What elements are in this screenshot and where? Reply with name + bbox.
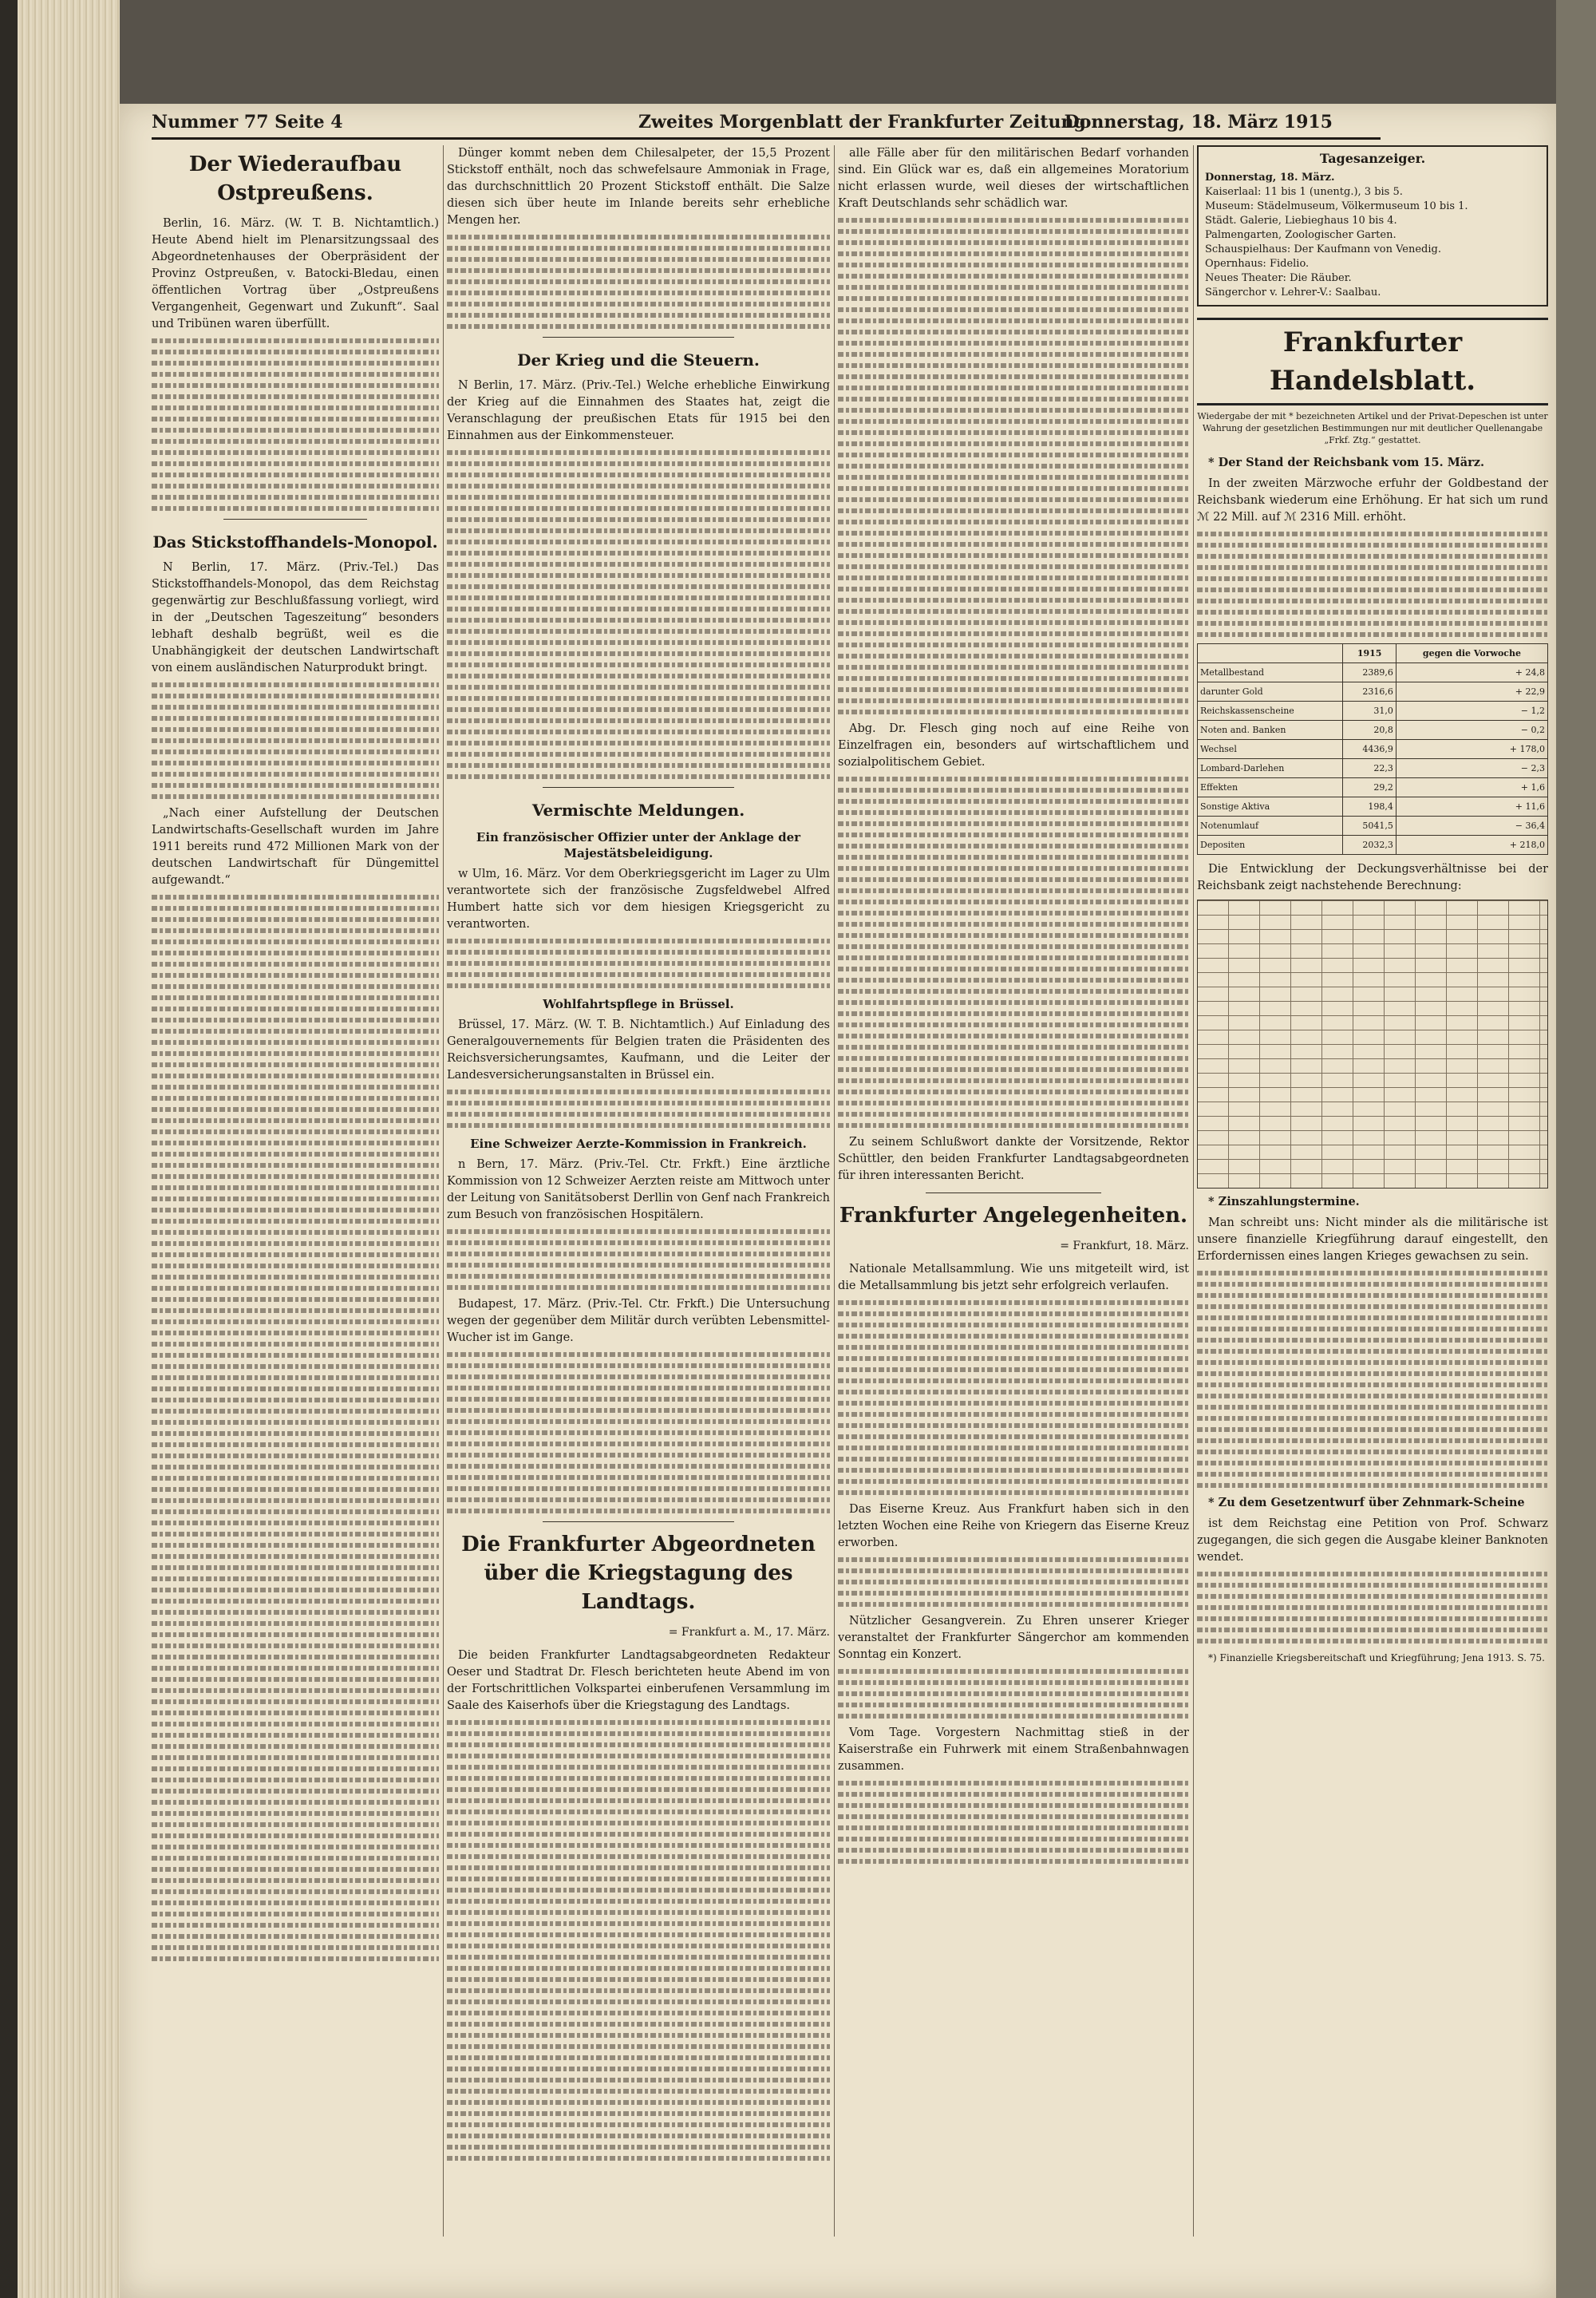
dateline: = Frankfurt a. M., 17. März. — [668, 1626, 830, 1639]
article-paragraph: Die Entwicklung der Deckungsverhältnisse bei der Reichsbank zeigt nachstehende Berechnung: — [1197, 863, 1548, 892]
article-text-continuation — [838, 1557, 1189, 1607]
headline-angelegenheiten: Frankfurter Angelegenheiten. — [839, 1204, 1188, 1228]
article-paragraph: „Nach einer Aufstellung der Deutschen Landwirtschafts-Gesellschaft wurden im Jahre 1911 bereits rund 472 Millionen Mark von der deutschen Landwirtschaft für Düngemittel aufgewandt.“ — [152, 807, 439, 887]
headline-abgeordneten: Die Frankfurter Abgeordneten über die Kriegstagung des Landtags. — [461, 1533, 816, 1614]
article-text-continuation — [838, 218, 1189, 714]
article-paragraph: Budapest, 17. März. (Priv.-Tel. Ctr. Frkft.) Die Untersuchung wegen der gegenüber dem Militär durch verübten Lebensmittel-Wucher ist im Gange. — [447, 1298, 830, 1344]
table-cell: + 11,6 — [1396, 797, 1547, 817]
headline-vermischte-meldungen: Vermischte Meldungen. — [531, 801, 745, 820]
table-cell: 22,3 — [1343, 759, 1396, 778]
column-divider — [443, 145, 444, 2237]
column-2 — [447, 145, 830, 2237]
article-paragraph: Abg. Dr. Flesch ging noch auf eine Reihe von Einzelfragen ein, besonders auf wirtschaftlichem und sozialpolitischem Gebiet. — [838, 722, 1189, 769]
article-paragraph: w Ulm, 16. März. Vor dem Oberkriegsgericht im Lager zu Ulm verantwortete sich der französische Zugsfeldwebel Alfred Humbert hatte sich vor dem hiesigen Kriegsgericht zu verantworten. — [447, 868, 830, 931]
subheadline-reichsbank: * Der Stand der Reichsbank vom 15. März. — [1208, 456, 1485, 469]
book-spine-page-stack — [0, 0, 120, 2298]
article-paragraph: N Berlin, 17. März. (Priv.-Tel.) Welche erhebliche Einwirkung der Krieg auf die Einnahmen des Staates hat, zeigt die Veranschlagung der preußischen Etats für 1915 bei den Einnahmen aus der Einkommensteuer. — [447, 379, 830, 442]
article-paragraph: Das Eiserne Kreuz. Aus Frankfurt haben sich in den letzten Wochen eine Reihe von Kriegern das Eiserne Kreuz erworben. — [838, 1503, 1189, 1549]
reichsbank-table — [1197, 643, 1548, 855]
issue-date: Donnerstag, 18. März 1915 — [1064, 112, 1333, 133]
table-cell: Noten and. Banken — [1198, 721, 1343, 740]
tagesanzeiger-line: Opernhaus: Fidelio. — [1205, 258, 1310, 270]
column-divider — [1193, 145, 1194, 2237]
table-cell: 5041,5 — [1343, 817, 1396, 836]
article-text-continuation — [447, 1352, 830, 1513]
newspaper-title: Zweites Morgenblatt der Frankfurter Zeitung — [638, 112, 1086, 133]
footnote: *) Finanzielle Kriegsbereitschaft und Kriegführung; Jena 1913. S. 75. — [1208, 1652, 1545, 1663]
article-paragraph: Nützlicher Gesangverein. Zu Ehren unserer Krieger veranstaltet der Frankfurter Sängerchor am kommenden Sonntag ein Konzert. — [838, 1615, 1189, 1661]
article-paragraph: Man schreibt uns: Nicht minder als die militärische ist unsere finanzielle Kriegführung darauf eingestellt, den Erfordernissen eines langen Krieges gewachsen zu sein. — [1197, 1216, 1548, 1263]
table-cell: 31,0 — [1343, 702, 1396, 721]
article-text-continuation — [447, 1090, 830, 1128]
table-row — [1198, 778, 1548, 797]
article-text-continuation — [1197, 1271, 1548, 1488]
table-cell: Wechsel — [1198, 740, 1343, 759]
table-cell: darunter Gold — [1198, 682, 1343, 702]
column-4 — [1197, 145, 1548, 2237]
tagesanzeiger-date: Donnerstag, 18. März. — [1205, 172, 1335, 184]
table-cell: Effekten — [1198, 778, 1343, 797]
article-paragraph: Vom Tage. Vorgestern Nachmittag stieß in der Kaiserstraße ein Fuhrwerk mit einem Straßenbahnwagen zusammen. — [838, 1726, 1189, 1773]
article-text-continuation — [447, 939, 830, 988]
table-row — [1198, 721, 1548, 740]
table-cell: − 2,3 — [1396, 759, 1547, 778]
header-rule — [152, 137, 1381, 140]
table-cell: Lombard-Darlehen — [1198, 759, 1343, 778]
subheadline-zins: * Zinszahlungstermine. — [1208, 1195, 1360, 1208]
table-cell: 2316,6 — [1343, 682, 1396, 702]
table-cell: Depositen — [1198, 836, 1343, 855]
table-row — [1198, 817, 1548, 836]
table-cell: 198,4 — [1343, 797, 1396, 817]
tagesanzeiger-line: Neues Theater: Die Räuber. — [1205, 272, 1352, 284]
tagesanzeiger-line: Schauspielhaus: Der Kaufmann von Venedig. — [1205, 243, 1441, 255]
article-text-continuation — [838, 1669, 1189, 1719]
table-header — [1198, 644, 1343, 663]
table-cell: + 218,0 — [1396, 836, 1547, 855]
article-text-continuation — [447, 1229, 830, 1290]
article-paragraph: ist dem Reichstag eine Petition von Prof. Schwarz zugegangen, die sich gegen die Ausgabe kleiner Banknoten wendet. — [1197, 1517, 1548, 1564]
page-number: Nummer 77 Seite 4 — [152, 112, 343, 133]
article-paragraph: Berlin, 16. März. (W. T. B. Nichtamtlich.) Heute Abend hielt im Plenarsitzungssaal des Abgeordnetenhauses der Oberpräsident der Provinz Ostpreußen, v. Batocki-Bledau, einen öffentlichen Vortrag über „Ostpreußens Vergangenheit, Gegenwart und Zukunft“. Saal und Tribünen waren überfüllt. — [152, 217, 439, 330]
subheadline-schweizer: Eine Schweizer Aerzte-Kommission in Frankreich. — [470, 1137, 807, 1151]
dateline: = Frankfurt, 18. März. — [1060, 1240, 1189, 1252]
table-cell: 20,8 — [1343, 721, 1396, 740]
article-text-continuation — [152, 682, 439, 799]
table-cell: 2389,6 — [1343, 663, 1396, 682]
table-row — [1198, 759, 1548, 778]
article-text-continuation — [1197, 532, 1548, 637]
article-text-continuation — [838, 777, 1189, 1128]
column-divider — [834, 145, 835, 2237]
table-cell: Reichskassenscheine — [1198, 702, 1343, 721]
tagesanzeiger-line: Museum: Städelmuseum, Völkermuseum 10 bis 1. — [1205, 200, 1468, 212]
table-row — [1198, 682, 1548, 702]
article-text-continuation — [838, 1300, 1189, 1495]
table-cell: − 0,2 — [1396, 721, 1547, 740]
article-text-continuation — [838, 1781, 1189, 1864]
headline-stickstoff: Das Stickstoffhandels-Monopol. — [152, 532, 438, 552]
article-paragraph: N Berlin, 17. März. (Priv.-Tel.) Das Stickstoffhandels-Monopol, das dem Reichstag gegenwärtig zur Beschlußfassung vorliegt, wird in der „Deutschen Tageszeitung“ besonders lebhaft deshalb begrüßt, weil es die Unabhängigkeit der deutschen Landwirtschaft von einem ausländischen Naturprodukt bringt. — [152, 561, 439, 674]
book-spine-shadow — [0, 0, 18, 2298]
table-cell: + 22,9 — [1396, 682, 1547, 702]
handelsblatt-note: Wiedergabe der mit * bezeichneten Artikel und der Privat-Depeschen ist unter Wahrung der gesetzlichen Bestimmungen nur mit deutlicher Quellenangabe „Frkf. Ztg.“ gestattet. — [1197, 411, 1548, 445]
article-paragraph: Zu seinem Schlußwort dankte der Vorsitzende, Rektor Schüttler, den beiden Frankfurter Landtagsabgeordneten für ihren interessanten Bericht. — [838, 1136, 1189, 1182]
section-separator — [543, 1521, 734, 1522]
handelsblatt-masthead: Frankfurter Handelsblatt. — [1197, 318, 1548, 405]
subheadline-zehnmark: * Zu dem Gesetzentwurf über Zehnmark-Scheine — [1208, 1496, 1525, 1509]
table-cell: Notenumlauf — [1198, 817, 1343, 836]
table-cell: Metallbestand — [1198, 663, 1343, 682]
table-cell: Sonstige Aktiva — [1198, 797, 1343, 817]
scan-background-top — [0, 0, 1596, 104]
subheadline-wohlfahrt: Wohlfahrtspflege in Brüssel. — [543, 997, 734, 1011]
article-paragraph: Nationale Metallsammlung. Wie uns mitgeteilt wird, ist die Metallsammlung bis jetzt sehr erfolgreich verlaufen. — [838, 1263, 1189, 1292]
article-text-continuation — [1197, 1572, 1548, 1643]
article-paragraph: Dünger kommt neben dem Chilesalpeter, der 15,5 Prozent Stickstoff enthält, noch das schwefelsaure Ammoniak in Frage, das durchschnittlich 20 Prozent Stickstoff enthält. Die Salze diesen sich über heute im Inlande bereits sehr erhebliche Mengen her. — [447, 147, 830, 227]
tagesanzeiger-box — [1197, 145, 1548, 307]
tagesanzeiger-line: Sängerchor v. Lehrer-V.: Saalbau. — [1205, 287, 1381, 299]
article-text-continuation — [447, 450, 830, 779]
table-header: 1915 — [1343, 644, 1396, 663]
scan-background-right — [1556, 0, 1596, 2298]
table-row — [1198, 740, 1548, 759]
table-cell: 2032,3 — [1343, 836, 1396, 855]
headline-krieg-steuern: Der Krieg und die Steuern. — [517, 350, 760, 370]
tagesanzeiger-title: Tagesanzeiger. — [1319, 151, 1426, 166]
column-3 — [838, 145, 1189, 2237]
tagesanzeiger-line: Städt. Galerie, Liebieghaus 10 bis 4. — [1205, 215, 1397, 227]
column-1 — [152, 145, 439, 2237]
table-cell: + 24,8 — [1396, 663, 1547, 682]
headline-wiederaufbau: Der Wiederaufbau Ostpreußens. — [188, 152, 402, 205]
tagesanzeiger-line: Palmengarten, Zoologischer Garten. — [1205, 229, 1396, 241]
table-row — [1198, 836, 1548, 855]
table-cell: − 36,4 — [1396, 817, 1547, 836]
table-cell: 29,2 — [1343, 778, 1396, 797]
article-paragraph: n Bern, 17. März. (Priv.-Tel. Ctr. Frkft.) Eine ärztliche Kommission von 12 Schweizer Aerzten reiste am Mittwoch unter der Leitung von Sanitätsoberst Derllin von Genf nach Frankreich zum Besuch von französischen Hospitälern. — [447, 1158, 830, 1221]
table-header: gegen die Vorwoche — [1396, 644, 1547, 663]
article-paragraph: Brüssel, 17. März. (W. T. B. Nichtamtlich.) Auf Einladung des Generalgouvernements für Belgien traten die Präsidenten des Reichsversicherungsamtes, Kaufmann, und die Leiter der Landesversicherungsanstalten in Brüssel ein. — [447, 1018, 830, 1082]
article-text-continuation — [447, 1720, 830, 2161]
section-separator — [223, 519, 367, 520]
article-text-continuation — [152, 895, 439, 1961]
subheadline-offizier: Ein französischer Offizier unter der Anklage der Majestätsbeleidigung. — [476, 830, 801, 860]
tagesanzeiger-line: Kaiserlaal: 11 bis 1 (unentg.), 3 bis 5. — [1205, 186, 1403, 198]
article-text-continuation — [447, 235, 830, 329]
table-cell: + 178,0 — [1396, 740, 1547, 759]
section-separator — [543, 337, 734, 338]
table-row — [1198, 663, 1548, 682]
deckung-table-grid — [1197, 900, 1548, 1189]
table-cell: 4436,9 — [1343, 740, 1396, 759]
article-paragraph: alle Fälle aber für den militärischen Bedarf vorhanden sind. Ein Glück war es, daß ein allgemeines Moratorium nicht erlassen wurde, weil dieses der wirtschaftlichen Kraft Deutschlands sehr schädlich war. — [838, 147, 1189, 210]
article-text-continuation — [152, 338, 439, 511]
table-cell: + 1,6 — [1396, 778, 1547, 797]
table-row — [1198, 702, 1548, 721]
table-cell: − 1,2 — [1396, 702, 1547, 721]
article-paragraph: Die beiden Frankfurter Landtagsabgeordneten Redakteur Oeser und Stadtrat Dr. Flesch berichteten heute Abend im von der Fortschrittlichen Volkspartei einberufenen Versammlung im Saale des Kaiserhofs über die Kriegstagung des Landtags. — [447, 1649, 830, 1712]
section-separator — [543, 787, 734, 788]
article-paragraph: In der zweiten Märzwoche erfuhr der Goldbestand der Reichsbank wiederum eine Erhöhung. Er hat sich um rund ℳ 22 Mill. auf ℳ 2316 Mill. erhöht. — [1197, 477, 1548, 524]
table-row — [1198, 797, 1548, 817]
